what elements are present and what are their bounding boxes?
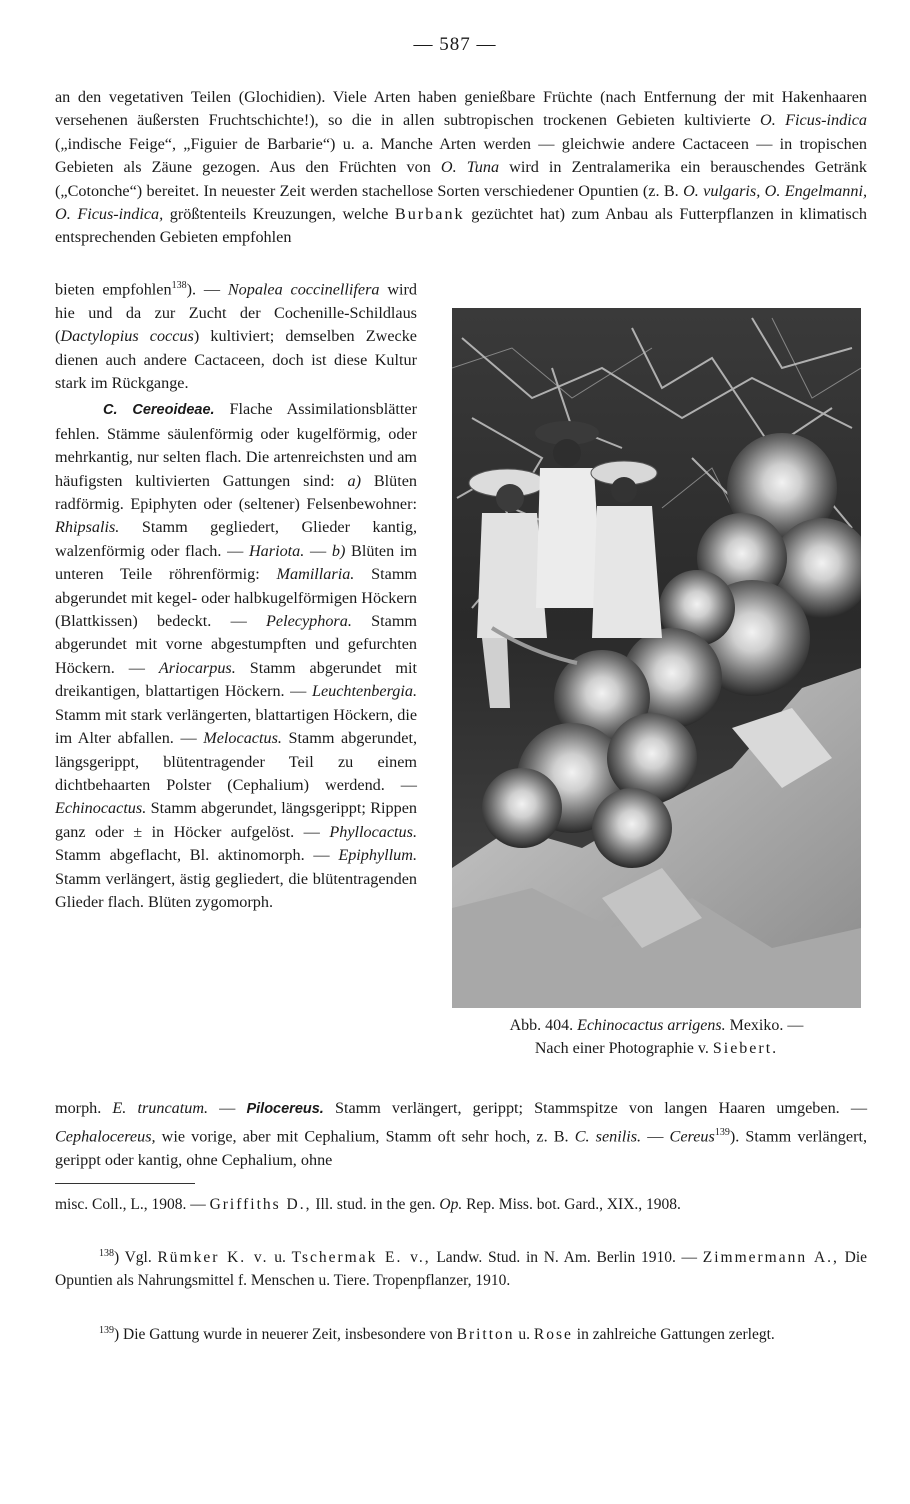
- paragraph-cereoideae: C. Cereoideae. Flache Assimilationsblätter fehlen. Stämme säulenförmig oder kugelförmig, oder mehrkantig, nur selten flach. Die artenreichsten und am häufigsten kultivierten Gattungen sind: a) Blüten radförmig. Epiphyten oder (seltener) Felsenbewohner: Rhipsalis. Stamm gegliedert, Glieder kantig, walzenförmig oder flach. — Hariota. — b) Blüten im unteren Teile röhrenförmig: Mamillaria. Stamm abgerundet mit kegel- oder halbkugelförmigen Höckern (Blattkissen) bedeckt. — Pelecyphora. Stamm abgerundet mit vorne abgestumpften und gefurchten Höckern. — Ariocarpus. Stamm abgerundet mit dreikantigen, blattartigen Höckern. — Leuchtenbergia. Stamm mit stark verlängerten, blattartigen Höckern, die im Alter abfallen. — Melocactus. Stamm abgerundet, längsgerippt, blütentragender Teil zu einem dichtbehaarten Polster (Cephalium) werdend. — Echinocactus. Stamm abgerundet, längsgerippt; Rippen ganz oder ± in Höcker aufgelöst. — Phyllocactus. Stamm abgeflacht, Bl. aktinomorph. — Epiphyllum. Stamm verlängert, ästig gegliedert, die blütentragenden Glieder flach. Blüten zygomorph.: [55, 400, 418, 911]
- body-text-column: [55, 274, 417, 914]
- body-text-bottom: [55, 1097, 867, 1173]
- paragraph-cereoideae-end: morph. E. truncatum. — Pilocereus. Stamm verlängert, gerippt; Stammspitze von langen Haaren umgeben. — Cephalocereus, wie vorige, aber mit Cephalium, Stamm oft sehr hoch, z. B. C. senilis. — Cereus$^{139}$). Stamm verlängert, gerippt oder kantig, ohne Cephalium, ohne: [55, 1099, 868, 1170]
- footnote-ref-138: 138: [171, 280, 187, 291]
- page-number: — 587 —: [413, 34, 497, 55]
- figure-caption: Abb. 404. Echinocactus arrigens. Mexiko. — Nach einer Photographie v. Siebert.: [509, 1017, 804, 1057]
- paragraph-nopalea: bieten empfohlen$^{138}$). — Nopalea coccinellifera wird hie und da zur Zucht der Cochenille-Schildlaus (Dactylopius coccus) kultiviert; demselben Zwecke dienen auch andere Cactaceen, doch ist diese Kultur stark im Rückgange.: [55, 280, 417, 393]
- footnote-ref-139: 139: [714, 1127, 730, 1139]
- footnote-139: $^{139}$) Die Gattung wurde in neuerer Zeit, insbesondere von Britton u. Rose in zahlreiche Gattungen zerlegt.: [99, 1325, 775, 1344]
- footnote-divider: [55, 1183, 195, 1184]
- section-heading: C. Cereoideae.: [103, 402, 215, 419]
- footnote-continued: misc. Coll., L., 1908. — Griffiths D., Ill. stud. in the gen. Op. Rep. Miss. bot. Gard., XIX., 1908.: [55, 1196, 681, 1213]
- photo-illustration: [452, 308, 861, 1008]
- body-text-top: [55, 86, 867, 274]
- footnote-number: 138: [99, 1248, 114, 1259]
- footnote-138: $^{138}$) Vgl. Rümker K. v. u. Tschermak E. v., Landw. Stud. in N. Am. Berlin 1910. — Zimmermann A., Die Opuntien als Nahrungsmittel f. Menschen u. Tiere. Tropenpflanzer, 1910.: [55, 1248, 868, 1289]
- cactus-photograph: [452, 308, 861, 1008]
- paragraph-opuntioideae: an den vegetativen Teilen (Glochidien). Viele Arten haben genießbare Früchte (nach Entfernung der mit Hakenhaaren versehenen äußersten Fruchtschichte!), so die in allen subtropischen trockenen Gebieten kultivierte O. Ficus-indica („indische Feige“, „Figuier de Barbarie“) u. a. Manche Arten werden — gleichwie andere Cactaceen — in tropischen Gebieten als Zäune gezogen. Aus den Früchten von O. Tuna wird in Zentralamerika ein berauschendes Getränk („Cotonche“) bereitet. In neuester Zeit werden stachellose Sorten verschiedener Opuntien (z. B. O. vulgaris, O. Engelmanni, O. Ficus-indica, größtenteils Kreuzungen, welche Burbank gezüchtet hat) zum Anbau als Futterpflanzen in klimatisch entsprechenden Gebieten empfohlen: [55, 88, 867, 247]
- footnote-number: 139: [99, 1325, 114, 1336]
